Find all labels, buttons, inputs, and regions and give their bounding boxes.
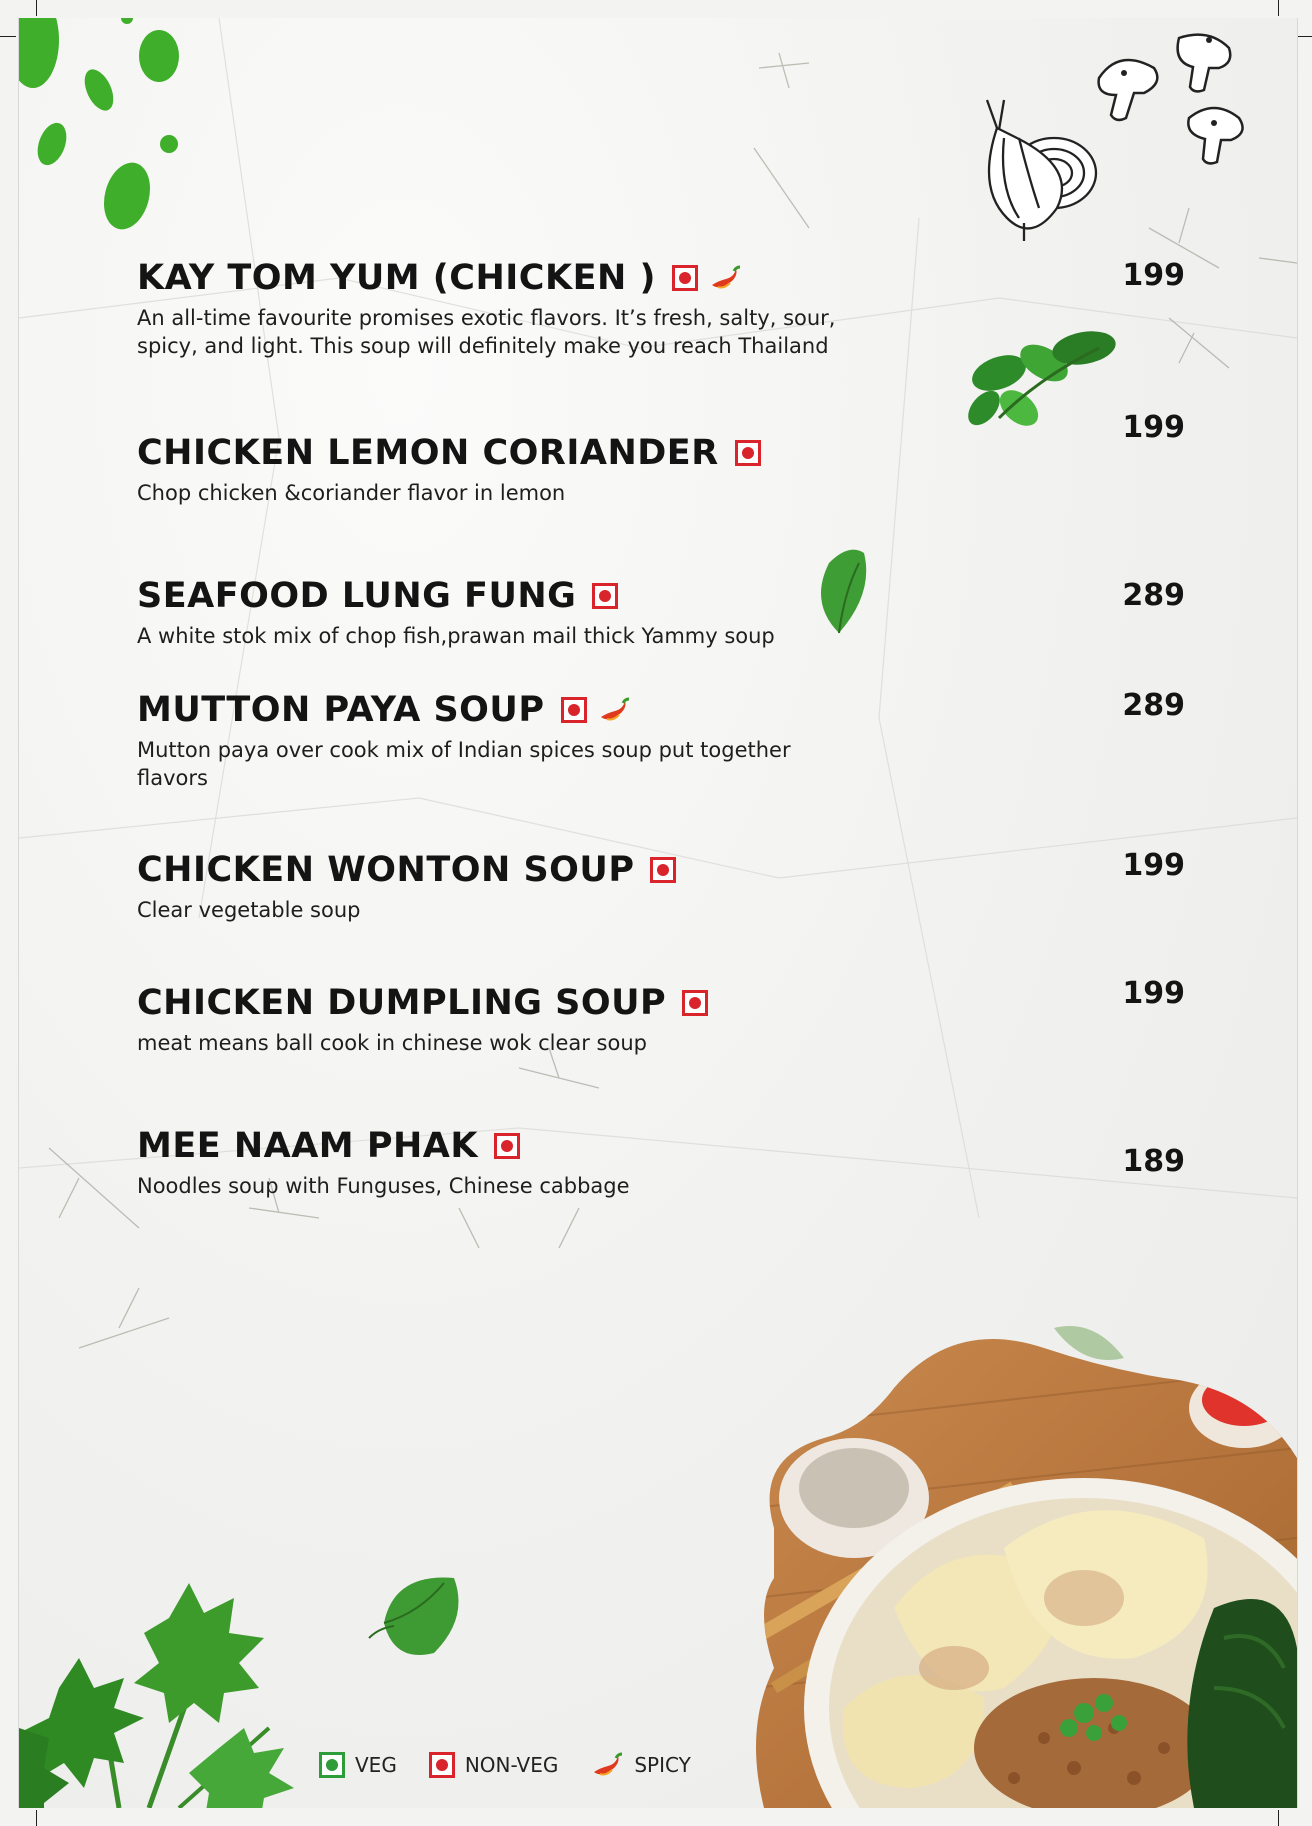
crop-mark	[1278, 0, 1279, 16]
menu-item	[137, 433, 857, 507]
legend-spicy-label: SPICY	[634, 1753, 691, 1777]
veg-icon	[319, 1752, 345, 1778]
non-veg-icon	[561, 697, 587, 723]
item-name: KAY TOM YUM (CHICKEN )	[137, 258, 656, 298]
item-description: A white stok mix of chop fish,prawan mail thick Yammy soup	[137, 624, 775, 648]
item-name: CHICKEN WONTON SOUP	[137, 850, 635, 890]
menu-item	[137, 850, 857, 924]
non-veg-icon	[682, 990, 708, 1016]
menu-item	[137, 258, 857, 360]
legend-non-veg-label: NON-VEG	[464, 1753, 559, 1777]
item-name: CHICKEN DUMPLING SOUP	[137, 983, 667, 1023]
onion-icon	[939, 98, 1119, 278]
item-description: Noodles soup with Funguses, Chinese cabbage	[137, 1174, 630, 1198]
chili-icon	[708, 263, 742, 293]
crop-mark	[0, 36, 16, 37]
mint-leaf-icon	[364, 1563, 474, 1673]
menu-item	[137, 576, 857, 650]
item-price: 199	[1122, 848, 1185, 883]
legend-veg-label: VEG	[355, 1753, 397, 1777]
green-dots-decoration	[19, 18, 219, 238]
menu-item	[137, 983, 857, 1057]
item-description: Clear vegetable soup	[137, 898, 361, 922]
crop-mark	[36, 0, 37, 16]
item-price: 199	[1122, 258, 1185, 293]
non-veg-icon	[672, 265, 698, 291]
item-description: An all-time favourite promises exotic flavors. It’s fresh, salty, sour, spicy, and light. This soup will definitely make you reach Thailand	[137, 306, 836, 358]
legend	[319, 1750, 723, 1780]
basil-icon	[959, 318, 1139, 458]
item-price: 189	[1122, 1144, 1185, 1179]
non-veg-icon	[650, 857, 676, 883]
item-price: 289	[1122, 688, 1185, 723]
parsley-icon	[19, 1578, 319, 1808]
item-name: MEE NAAM PHAK	[137, 1126, 478, 1166]
item-name: MUTTON PAYA SOUP	[137, 690, 545, 730]
item-description: meat means ball cook in chinese wok clear soup	[137, 1031, 647, 1055]
chili-icon	[590, 1750, 624, 1780]
non-veg-icon	[494, 1133, 520, 1159]
crop-mark	[1278, 1810, 1279, 1826]
item-price: 199	[1122, 410, 1185, 445]
non-veg-icon	[429, 1752, 455, 1778]
item-name: SEAFOOD LUNG FUNG	[137, 576, 577, 616]
item-description: Mutton paya over cook mix of Indian spices soup put together flavors	[137, 738, 791, 790]
menu-page	[18, 18, 1298, 1808]
item-price: 289	[1122, 578, 1185, 613]
crop-mark	[1296, 36, 1312, 37]
dumpling-soup-photo	[754, 1308, 1297, 1808]
menu-item	[137, 690, 857, 792]
non-veg-icon	[592, 583, 618, 609]
item-price: 199	[1122, 976, 1185, 1011]
non-veg-icon	[735, 440, 761, 466]
item-description: Chop chicken &coriander flavor in lemon	[137, 481, 566, 505]
crop-mark	[36, 1810, 37, 1826]
menu-item	[137, 1126, 857, 1200]
item-name: CHICKEN LEMON CORIANDER	[137, 433, 719, 473]
chili-icon	[597, 695, 631, 725]
